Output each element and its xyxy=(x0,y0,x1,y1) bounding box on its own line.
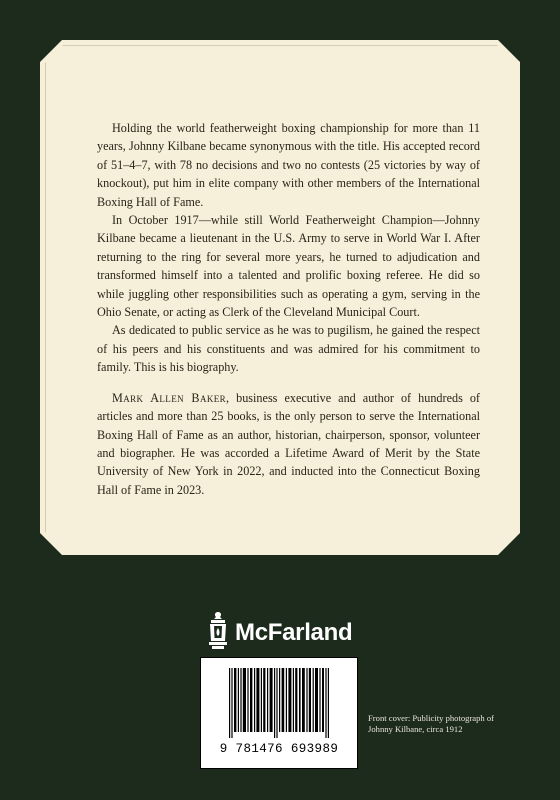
description-paragraph-1: Holding the world featherweight boxing championship for more than 11 years, Johnny Kilbane became synonymous with the title. His accepted record of 51–4–7, with 78 no decisions and two no contests (25 victories by way of knockout), put him in elite company with other members of the International Boxing Hall of Fame. xyxy=(97,121,480,209)
author-bio xyxy=(97,389,480,499)
isbn-number: 9 781476 693989 xyxy=(219,742,339,756)
publisher-name: McFarland xyxy=(235,619,353,646)
barcode-bars xyxy=(229,668,329,738)
description-paragraph-3: As dedicated to public service as he was to pugilism, he gained the respect of his peers and his constituents and was admired for his commitment to family. This is his biography. xyxy=(97,323,480,375)
author-bio-text: , business executive and author of hundreds of articles and more than 25 books, is the only person to serve the International Boxing Hall of Fame as an author, historian, chairperson, sponsor, volunteer and biographer. He was accorded a Lifetime Award of Merit by the State University of New York in 2022, and inducted into the Connecticut Boxing Hall of Fame in 2023. xyxy=(97,390,480,497)
barcode xyxy=(200,657,358,769)
description-text xyxy=(97,119,480,499)
author-name: Mark Allen Baker xyxy=(112,390,227,405)
description-paragraph-2: In October 1917—while still World Featherweight Champion—Johnny Kilbane became a lieutenant in the U.S. Army to serve in World War I. After returning to the ring for several more years, he turned to adjudication and transformed himself into a talented and prolific boxing referee. He did so while juggling other responsibilities such as operating a gym, serving in the Ohio Senate, or acting as Clerk of the Cleveland Municipal Court. xyxy=(97,213,480,320)
lantern-icon xyxy=(205,611,231,651)
cover-credit: Front cover: Publicity photograph of Johnny Kilbane, circa 1912 xyxy=(368,713,495,734)
publisher-logo xyxy=(205,611,365,651)
